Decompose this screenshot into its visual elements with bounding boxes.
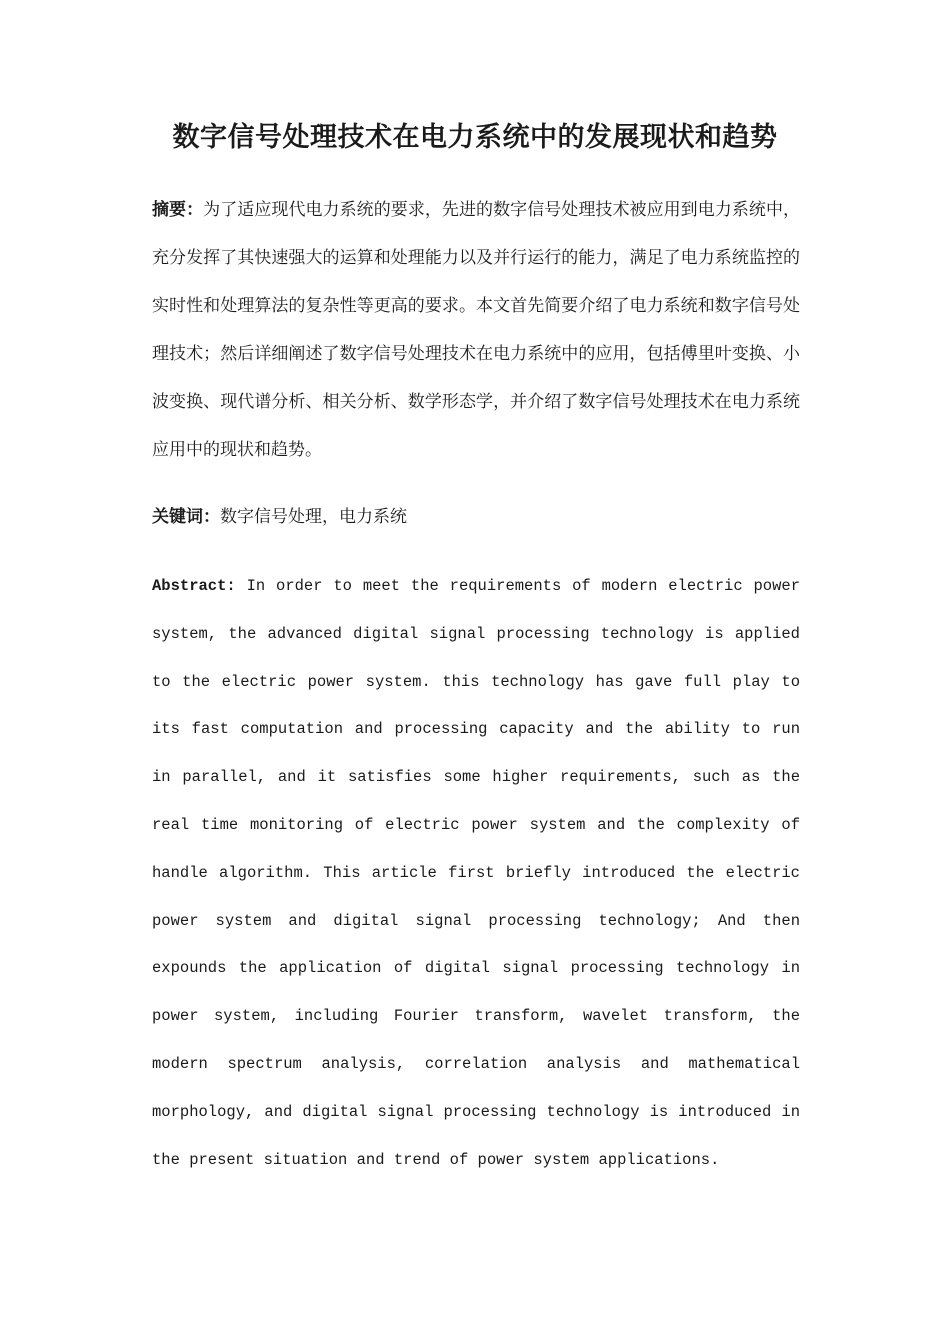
english-abstract-text: In order to meet the requirements of modern electric power system, the advanced digital signal processing technology is applied to the electric power system. this technology has gave full play to its fast computation and processing capacity and the ability to run in parallel, and it satisfies some higher requirements, such as the real time monitoring of electric power system and the complexity of handle algorithm. This article first briefly introduced the electric power system and digital signal processing technology; And then expounds the application of digital signal processing technology in power system, including Fourier transform, wavelet transform, the modern spectrum analysis, correlation analysis and mathematical morphology, and digital signal processing technology is introduced in the present situation and trend of power system applications. [152,577,800,1169]
english-abstract [152,563,800,1184]
chinese-abstract-text: 为了适应现代电力系统的要求，先进的数字信号处理技术被应用到电力系统中，充分发挥了其快速强大的运算和处理能力以及并行运行的能力，满足了电力系统监控的实时性和处理算法的复杂性等更高的要求。本文首先简要介绍了电力系统和数字信号处理技术；然后详细阐述了数字信号处理技术在电力系统中的应用，包括傅里叶变换、小波变换、现代谱分析、相关分析、数学形态学，并介绍了数字信号处理技术在电力系统应用中的现状和趋势。 [152,200,801,460]
document-title: 数字信号处理技术在电力系统中的发展现状和趋势 [172,122,778,153]
chinese-abstract [152,186,800,474]
keywords-text: 数字信号处理，电力系统 [220,507,407,527]
chinese-abstract-label: 摘要： [152,200,204,220]
english-abstract-label: Abstract: [152,577,236,595]
keywords [152,493,800,541]
keywords-label: 关键词： [152,507,220,527]
